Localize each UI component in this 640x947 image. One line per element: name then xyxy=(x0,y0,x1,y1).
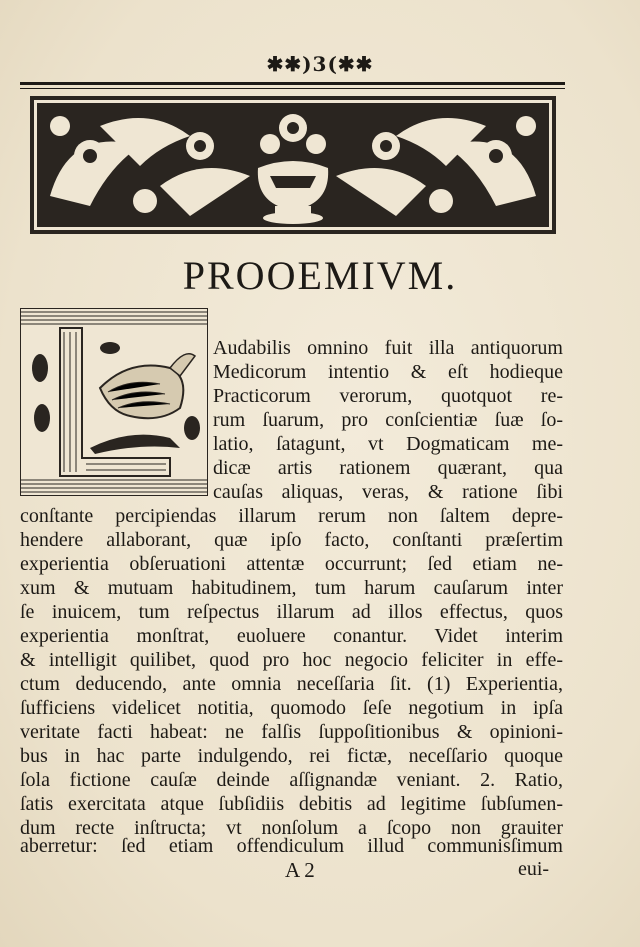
text-line: ſe inuicem, tum reſpectus illarum ad illos effectus, quos xyxy=(20,601,563,623)
text-line: dum recte inſtructa; vt nonſolum a ſcopo non grauiter xyxy=(20,817,563,839)
text-line: Medicorum intentio & eſt hodieque xyxy=(213,361,563,383)
text-line: ſola fictione cauſæ deinde aſſignandæ veniant. 2. Ratio, xyxy=(20,769,563,791)
text-line: ctum deducendo, ante omnia neceſſaria ſit. (1) Experientia, xyxy=(20,673,563,695)
text-line: ſufficiens videlicet notitia, quomodo ſeſe negotium in ipſa xyxy=(20,697,563,719)
text-line: Audabilis omnino fuit illa antiquorum xyxy=(213,337,563,359)
text-line: cauſas aliquas, veras, & ratione ſibi xyxy=(213,481,563,503)
text-line: Practicorum verorum, quotquot re- xyxy=(213,385,563,407)
signature-mark: A 2 xyxy=(285,858,315,882)
text-line: ſatis exercitata atque ſubſidiis debitis ad legitime ſubſumen- xyxy=(20,793,563,815)
text-line: dicæ artis rationem quærant, qua xyxy=(213,457,563,479)
page-number: ✱✱)3(✱✱ xyxy=(266,52,374,76)
text-line: bus in hac parte indulgendo, rei fictæ, neceſſario quoque xyxy=(20,745,563,767)
text-line: latio, ſatagunt, vt Dogmaticam me- xyxy=(213,433,563,455)
text-line: experientia monſtrat, euoluere conantur. Videt interim xyxy=(20,625,563,647)
text-line: aberretur: ſed etiam offendiculum illud communisſimum xyxy=(20,835,563,857)
catchword: eui- xyxy=(518,858,550,880)
text-line: rum ſuarum, pro conſcientiæ ſuæ ſo- xyxy=(213,409,563,431)
chapter-title: PROOEMIVM. xyxy=(182,253,458,298)
text-line: conſtante percipiendas illarum rerum non ſaltem depre- xyxy=(20,505,563,527)
text-line: & intelligit quilibet, quod pro hoc negocio feliciter in effe- xyxy=(20,649,563,671)
text-line: xum & mutuam habitudinem, tum harum cauſarum inter xyxy=(20,577,563,599)
text-line: hendere allaborant, quæ ipſo facto, conſtanti præſertim xyxy=(20,529,563,551)
text-line: experientia obſeruationi attentæ occurrunt; ſed etiam ne- xyxy=(20,553,563,575)
text-line: veritate facti habeat: ne falſis ſuppoſitionibus & opinioni- xyxy=(20,721,563,743)
